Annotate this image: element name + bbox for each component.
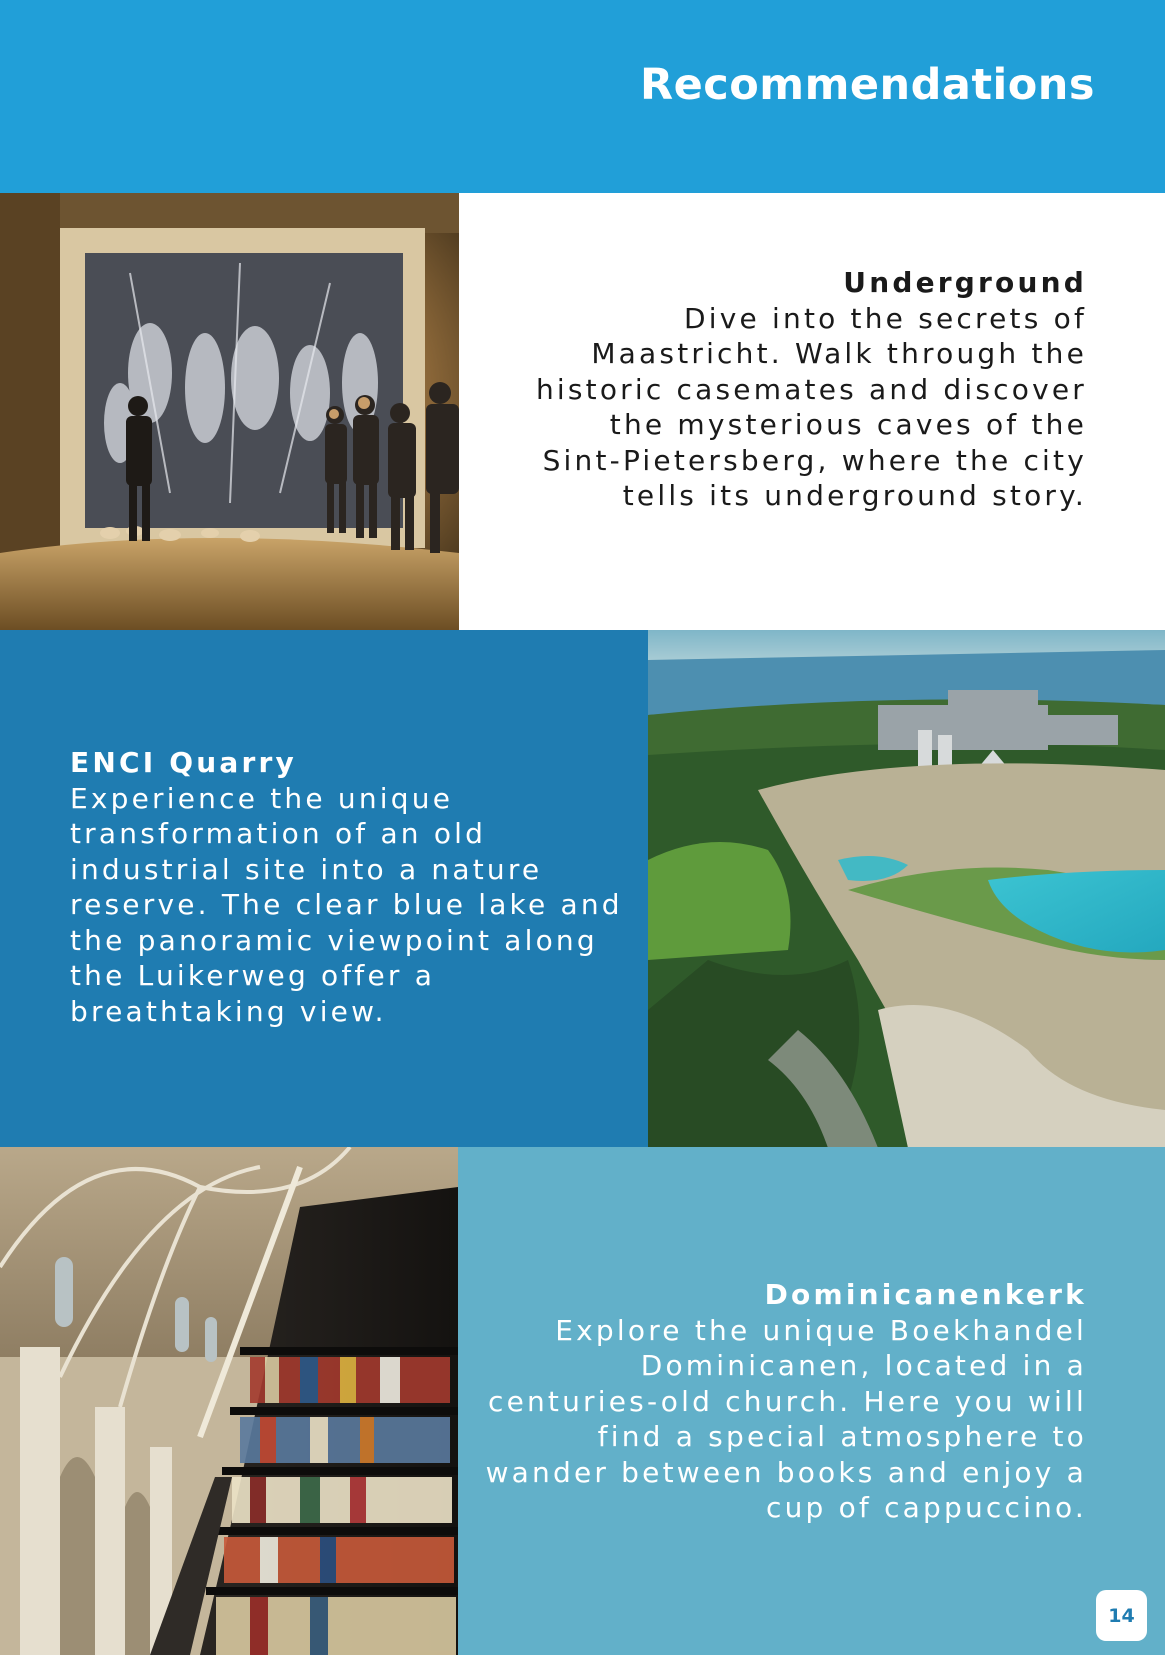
underground-description: Dive into the secrets of Maastricht. Walk through the historic casemates and discover the mysterious caves of the Sint-Pietersberg, where the city tells its underground story.	[535, 301, 1087, 512]
quarry-title: ENCI Quarry	[70, 746, 297, 779]
underground-title: Underground	[843, 266, 1087, 299]
underground-cave-photo	[0, 193, 459, 632]
enci-quarry-aerial-photo	[648, 630, 1165, 1148]
church-text-panel	[458, 1147, 1165, 1655]
quarry-section	[70, 745, 640, 1029]
dominicanenkerk-title: Dominicanenkerk	[764, 1278, 1087, 1311]
underground-text-panel	[459, 193, 1165, 630]
dominicanenkerk-section	[467, 1277, 1087, 1526]
page-title: Recommendations	[639, 60, 1095, 110]
quarry-description: Experience the unique transformation of an old industrial site into a nature reserve. The clear blue lake and the panoramic viewpoint along the Luikerweg offer a breathtaking view.	[70, 781, 623, 1028]
dominicanenkerk-description: Explore the unique Boekhandel Dominicanen, located in a centuries-old church. Here you will find a special atmosphere to wander between books and enjoy a cup of cappuccino.	[485, 1313, 1087, 1524]
quarry-text-panel	[0, 630, 648, 1147]
dominicanenkerk-bookstore-photo	[0, 1147, 458, 1655]
page-header	[0, 0, 1165, 193]
page-number-badge: 14	[1096, 1590, 1147, 1641]
underground-section	[527, 265, 1087, 514]
